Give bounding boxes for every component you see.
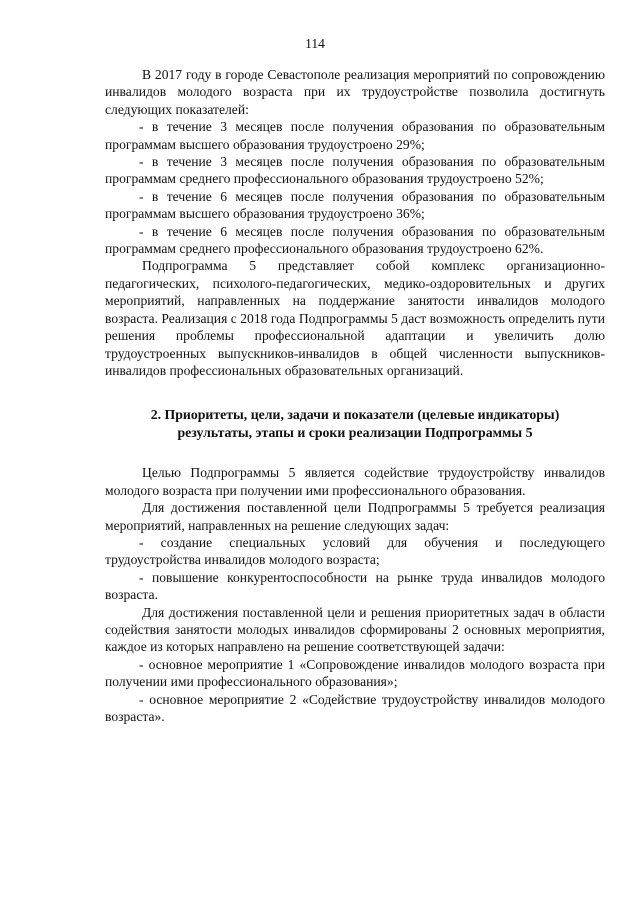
paragraph: Подпрограмма 5 представляет собой комплекс организационно-педагогических, психолого-педагогических, медико-оздоровительных и других мероприятий, направленных на поддержание занятости инвалидов молодого возраста. Реализация с 2018 года Подпрограммы 5 даст возможность определить пути решения проблемы профессиональной адаптации и увеличить долю трудоустроенных выпускников-инвалидов в общей численности выпускников-инвалидов профессиональных образовательных организаций. bbox=[105, 258, 605, 378]
section-heading bbox=[105, 406, 605, 442]
paragraph: Для достижения поставленной цели и решения приоритетных задач в области содействия занятости молодых инвалидов сформированы 2 основных мероприятия, каждое из которых направлено на решение соответствующей задачи: bbox=[105, 604, 605, 655]
paragraph: Для достижения поставленной цели Подпрограммы 5 требуется реализация мероприятий, направленных на решение следующих задач: bbox=[105, 500, 605, 533]
page-number: 114 bbox=[305, 36, 325, 51]
list-item: - основное мероприятие 2 «Содействие трудоустройству инвалидов молодого возраста». bbox=[105, 691, 605, 724]
document-body bbox=[105, 66, 605, 725]
intro-section bbox=[105, 66, 605, 379]
section-heading-line: 2. Приоритеты, цели, задачи и показатели (целевые индикаторы) bbox=[150, 407, 560, 423]
list-item: - в течение 3 месяцев после получения образования по образовательным программам высшего образования трудоустроено 29%; bbox=[105, 119, 605, 152]
list-item: - в течение 6 месяцев после получения образования по образовательным программам среднего профессионального образования трудоустроено 62%. bbox=[105, 223, 605, 257]
list-item: - в течение 6 месяцев после получения образования по образовательным программам высшего образования трудоустроено 36%; bbox=[105, 188, 605, 222]
list-item: - создание специальных условий для обучения и последующего трудоустройства инвалидов молодого возраста; bbox=[105, 534, 605, 568]
paragraph: В 2017 году в городе Севастополе реализация мероприятий по сопровождению инвалидов молодого возраста при их трудоустройстве позволила достигнуть следующих показателей: bbox=[105, 67, 605, 117]
section-heading-line: результаты, этапы и сроки реализации Подпрограммы 5 bbox=[177, 425, 533, 441]
list-item: - в течение 3 месяцев после получения образования по образовательным программам среднего профессионального образования трудоустроено 52%; bbox=[105, 154, 605, 187]
list-item: - повышение конкурентоспособности на рынке труда инвалидов молодого возраста. bbox=[105, 569, 605, 603]
list-item: - основное мероприятие 1 «Сопровождение инвалидов молодого возраста при получении ими профессионального образования»; bbox=[105, 656, 605, 690]
goals-section bbox=[105, 464, 605, 725]
paragraph: Целью Подпрограммы 5 является содействие трудоустройству инвалидов молодого возраста при получении ими профессионального образования. bbox=[105, 465, 605, 498]
